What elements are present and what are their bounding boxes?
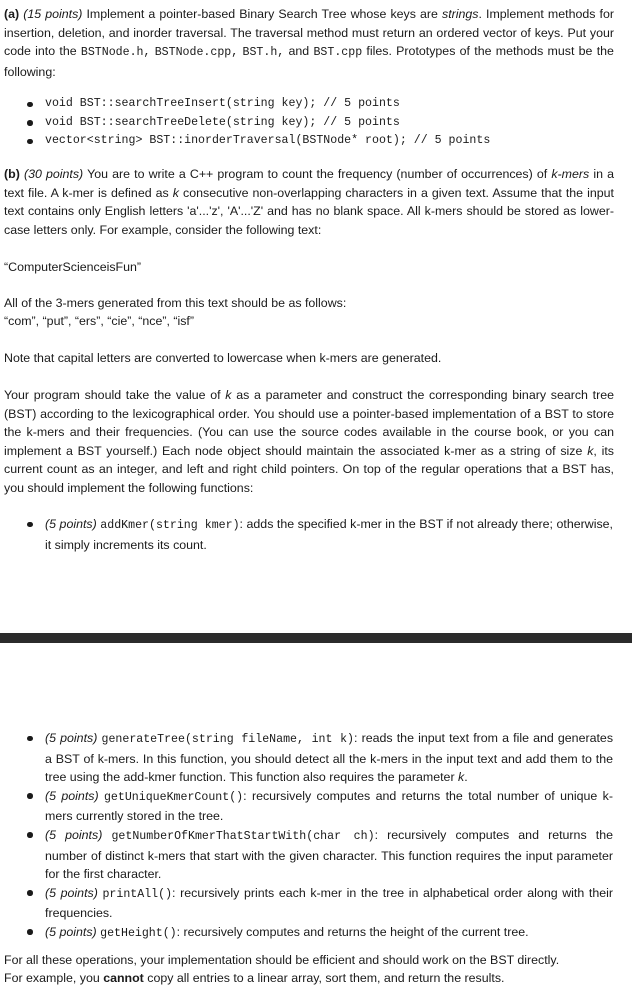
file-bstnode-h: BSTNode.h, bbox=[80, 46, 151, 60]
function-generate-tree bbox=[45, 729, 613, 787]
file-bstnode-cpp: BSTNode.cpp, bbox=[154, 46, 239, 60]
part-b-text-1: You are to write a C++ program to count the frequency (number of occurrences) of bbox=[87, 167, 548, 181]
function-list-top bbox=[45, 515, 613, 554]
function-points: (5 points) bbox=[45, 924, 97, 939]
function-points: (5 points) bbox=[45, 827, 103, 842]
function-get-unique-kmer-count bbox=[45, 787, 613, 826]
function-description: : recursively prints each k-mer in the tree in alphabetical order along with their frequencies. bbox=[45, 885, 613, 921]
function-points: (5 points) bbox=[45, 731, 98, 745]
three-mers-list: “com”, “put”, “ers”, “cie”, “nce”, “isf” bbox=[4, 314, 194, 328]
closing-text-b: copy all entries to a linear array, sort them, and return the results. bbox=[147, 971, 505, 985]
three-mers-intro: All of the 3-mers generated from this text should be as follows: bbox=[4, 296, 347, 310]
part-b-text-3: consecutive non-overlapping characters in a given text. Assume that the input text contains only English letters 'a'...'z', 'A'...'Z' and has no blank space. All k-mers should be stored as lower-case letters only. For example, consider the following text: bbox=[4, 185, 614, 237]
part-b-p2-text-2: as a parameter and construct the corresponding binary search tree (BST) according to the lexicographical order. You should use a pointer-based implementation of a BST to store the k-mers and their frequencies. (You can use the source codes available in the course book, or you can implement a BST yourself.) Each node object should maintain the associated k-mer as a string of size bbox=[4, 388, 614, 458]
closing-line-2 bbox=[4, 969, 614, 988]
function-points: (5 points) bbox=[45, 788, 99, 803]
part-a-paragraph bbox=[4, 5, 614, 81]
prototype-delete: void BST::searchTreeDelete(string key); // 5 points bbox=[45, 114, 605, 133]
file-bst-h: BST.h, bbox=[242, 46, 285, 60]
function-add-kmer bbox=[45, 515, 613, 554]
file-bst-cpp: BST.cpp bbox=[313, 46, 363, 60]
part-a-keys-word: strings bbox=[442, 7, 479, 21]
closing-text-a: For example, you bbox=[4, 971, 100, 985]
closing-line-1: For all these operations, your implementation should be efficient and should work on the BST directly. bbox=[4, 953, 560, 967]
part-b-paragraph-2 bbox=[4, 386, 614, 498]
function-get-number-of-kmer-that-start-with bbox=[45, 826, 613, 884]
function-description: : reads the input text from a file and generates a BST of k-mers. In this function, you should detect all the k-mers in the input text and add them to the tree using the add-kmer function. This function also requires the parameter bbox=[45, 731, 614, 785]
k-variable: k bbox=[458, 770, 465, 785]
function-end: . bbox=[464, 770, 468, 785]
function-signature: generateTree(string fileName, int k) bbox=[101, 733, 355, 746]
prototype-list bbox=[45, 95, 605, 151]
function-points: (5 points) bbox=[45, 885, 98, 900]
part-b-p2-text-1: Your program should take the value of bbox=[4, 388, 221, 402]
part-a-and: and bbox=[288, 44, 310, 59]
part-a-text-3: files. Prototypes of the methods must be the following: bbox=[4, 44, 614, 79]
example-text: “ComputerScienceisFun” bbox=[4, 260, 142, 274]
part-b-label: (b) bbox=[4, 167, 20, 181]
k-variable: k bbox=[172, 185, 179, 200]
part-a-text-1: Implement a pointer-based Binary Search Tree whose keys are bbox=[86, 7, 438, 21]
lowercase-note: Note that capital letters are converted to lowercase when k-mers are generated. bbox=[4, 351, 442, 365]
part-b-text-2: in a text file. A k-mer is defined as bbox=[4, 167, 614, 200]
function-print-all bbox=[45, 884, 613, 923]
function-description: : adds the specified k-mer in the BST if not already there; otherwise, it simply increments its count. bbox=[45, 517, 614, 552]
function-description: : recursively computes and returns the number of distinct k-mers that start with the given character. This function requires the input parameter for the first character. bbox=[45, 827, 613, 882]
function-signature: getHeight() bbox=[100, 926, 177, 940]
page-divider bbox=[0, 633, 632, 643]
part-a-text-2: . Implement methods for insertion, deletion, and inorder traversal. The traversal method must return an ordered vector of keys. Put your code into the bbox=[4, 7, 614, 59]
function-signature: getUniqueKmerCount() bbox=[103, 790, 244, 804]
part-b-points: (30 points) bbox=[23, 167, 84, 181]
function-description: : recursively computes and returns the height of the current tree. bbox=[176, 924, 529, 939]
k-variable: k bbox=[587, 443, 594, 458]
part-a-label: (a) bbox=[4, 7, 20, 21]
prototype-inorder: vector<string> BST::inorderTraversal(BSTNode* root); // 5 points bbox=[45, 132, 605, 151]
closing-cannot: cannot bbox=[103, 971, 144, 985]
function-signature: printAll() bbox=[102, 887, 173, 901]
function-signature: getNumberOfKmerThatStartWith(char ch) bbox=[111, 829, 375, 843]
function-description: : recursively computes and returns the total number of unique k-mers currently stored in the tree. bbox=[45, 788, 613, 824]
function-signature: addKmer(string kmer) bbox=[100, 519, 240, 532]
part-b-p2-text-3: , its current count as an integer, and left and right child pointers. On top of the regular operations that a BST has, you should implement the following functions: bbox=[4, 443, 615, 495]
k-variable: k bbox=[225, 388, 232, 402]
function-list-bottom bbox=[45, 729, 613, 944]
kmers-term: k-mers bbox=[551, 167, 590, 181]
function-points: (5 points) bbox=[45, 517, 97, 531]
prototype-insert: void BST::searchTreeInsert(string key); // 5 points bbox=[45, 95, 605, 114]
part-a-points: (15 points) bbox=[23, 7, 83, 21]
function-get-height bbox=[45, 923, 613, 944]
part-b-paragraph-1 bbox=[4, 165, 614, 239]
